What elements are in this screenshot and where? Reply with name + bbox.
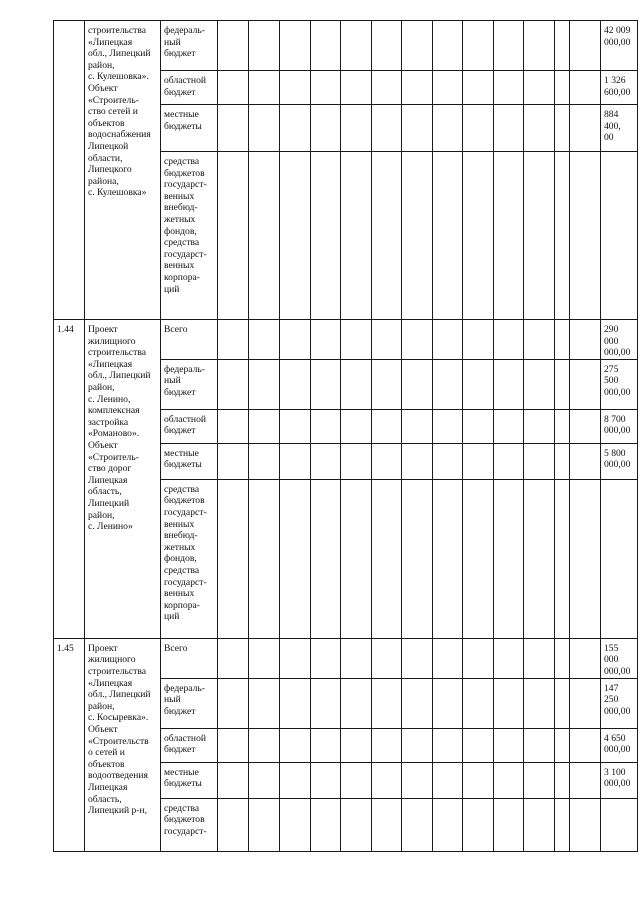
funding-source-cell: федераль- ный бюджет [161, 678, 218, 728]
empty-value-cell [570, 728, 601, 762]
empty-value-cell [463, 728, 494, 762]
empty-value-cell [341, 798, 372, 851]
empty-value-cell [280, 71, 311, 105]
empty-value-cell [494, 152, 524, 320]
empty-value-cell [249, 638, 280, 678]
empty-value-cell [555, 21, 570, 71]
empty-value-cell [402, 728, 433, 762]
empty-value-cell [280, 409, 311, 443]
empty-value-cell [311, 105, 341, 152]
empty-value-cell [311, 443, 341, 479]
empty-value-cell [280, 320, 311, 360]
empty-value-cell [494, 479, 524, 638]
empty-value-cell [494, 678, 524, 728]
empty-value-cell [341, 320, 372, 360]
empty-value-cell [494, 21, 524, 71]
empty-value-cell [341, 479, 372, 638]
empty-value-cell [494, 359, 524, 409]
empty-value-cell [218, 71, 249, 105]
empty-value-cell [249, 409, 280, 443]
empty-value-cell [555, 105, 570, 152]
empty-value-cell [341, 359, 372, 409]
empty-value-cell [402, 762, 433, 798]
funding-source-cell: федераль- ный бюджет [161, 21, 218, 71]
empty-value-cell [463, 638, 494, 678]
empty-value-cell [249, 152, 280, 320]
empty-value-cell [311, 71, 341, 105]
empty-value-cell [218, 152, 249, 320]
empty-value-cell [311, 152, 341, 320]
empty-value-cell [402, 479, 433, 638]
funding-source-cell: Всего [161, 320, 218, 360]
funding-source-cell: местные бюджеты [161, 443, 218, 479]
empty-value-cell [524, 359, 555, 409]
empty-value-cell [280, 105, 311, 152]
empty-value-cell [402, 409, 433, 443]
empty-value-cell [463, 798, 494, 851]
empty-value-cell [372, 638, 402, 678]
empty-value-cell [433, 359, 463, 409]
empty-value-cell [463, 479, 494, 638]
empty-value-cell [433, 71, 463, 105]
empty-value-cell [218, 762, 249, 798]
empty-value-cell [218, 798, 249, 851]
empty-value-cell [372, 409, 402, 443]
empty-value-cell [372, 105, 402, 152]
empty-value-cell [524, 762, 555, 798]
empty-value-cell [249, 359, 280, 409]
project-description-cell: строительства «Липецкая обл., Липецкий район, с. Кулешовка». Объект «Строитель- ство сетей и объектов водоснабжения Липецкой области, Липецкого района, с. Кулешовка» [85, 21, 161, 320]
funding-source-cell: Всего [161, 638, 218, 678]
empty-value-cell [280, 762, 311, 798]
empty-value-cell [463, 105, 494, 152]
empty-value-cell [249, 443, 280, 479]
empty-value-cell [463, 152, 494, 320]
empty-value-cell [280, 798, 311, 851]
empty-value-cell [555, 798, 570, 851]
empty-value-cell [218, 359, 249, 409]
empty-value-cell [249, 21, 280, 71]
funding-source-cell: областной бюджет [161, 71, 218, 105]
empty-value-cell [311, 409, 341, 443]
empty-value-cell [402, 71, 433, 105]
empty-value-cell [463, 678, 494, 728]
project-description-cell: Проект жилищного строительства «Липецкая обл., Липецкий район, с. Ленино, комплексная застройка «Романово». Объект «Строитель- ство дорог Липецкая область, Липецкий район, с. Ленино» [85, 320, 161, 639]
total-amount-cell [601, 152, 638, 320]
empty-value-cell [372, 71, 402, 105]
empty-value-cell [218, 638, 249, 678]
empty-value-cell [524, 678, 555, 728]
total-amount-cell: 42 009 000,00 [601, 21, 638, 71]
empty-value-cell [311, 762, 341, 798]
total-amount-cell: 155 000 000,00 [601, 638, 638, 678]
empty-value-cell [555, 359, 570, 409]
empty-value-cell [341, 105, 372, 152]
empty-value-cell [524, 105, 555, 152]
empty-value-cell [311, 678, 341, 728]
empty-value-cell [249, 105, 280, 152]
empty-value-cell [555, 762, 570, 798]
total-amount-cell: 290 000 000,00 [601, 320, 638, 360]
empty-value-cell [570, 152, 601, 320]
empty-value-cell [555, 152, 570, 320]
empty-value-cell [280, 728, 311, 762]
total-amount-cell: 8 700 000,00 [601, 409, 638, 443]
empty-value-cell [311, 638, 341, 678]
empty-value-cell [555, 479, 570, 638]
empty-value-cell [280, 443, 311, 479]
empty-value-cell [402, 638, 433, 678]
empty-value-cell [570, 105, 601, 152]
table-row [54, 320, 638, 360]
empty-value-cell [433, 479, 463, 638]
empty-value-cell [524, 21, 555, 71]
empty-value-cell [249, 479, 280, 638]
empty-value-cell [311, 798, 341, 851]
empty-value-cell [218, 409, 249, 443]
empty-value-cell [555, 320, 570, 360]
funding-source-cell: местные бюджеты [161, 105, 218, 152]
empty-value-cell [372, 678, 402, 728]
empty-value-cell [311, 479, 341, 638]
empty-value-cell [249, 762, 280, 798]
empty-value-cell [341, 152, 372, 320]
empty-value-cell [433, 105, 463, 152]
funding-source-cell: областной бюджет [161, 728, 218, 762]
empty-value-cell [570, 71, 601, 105]
empty-value-cell [570, 409, 601, 443]
empty-value-cell [280, 359, 311, 409]
funding-source-cell: областной бюджет [161, 409, 218, 443]
empty-value-cell [494, 762, 524, 798]
empty-value-cell [402, 21, 433, 71]
empty-value-cell [280, 152, 311, 320]
empty-value-cell [494, 71, 524, 105]
empty-value-cell [524, 638, 555, 678]
empty-value-cell [433, 728, 463, 762]
empty-value-cell [570, 21, 601, 71]
item-number-cell: 1.45 [54, 638, 85, 851]
empty-value-cell [555, 638, 570, 678]
empty-value-cell [341, 443, 372, 479]
empty-value-cell [218, 728, 249, 762]
empty-value-cell [570, 479, 601, 638]
empty-value-cell [494, 320, 524, 360]
empty-value-cell [524, 479, 555, 638]
total-amount-cell: 884 400, 00 [601, 105, 638, 152]
empty-value-cell [463, 21, 494, 71]
empty-value-cell [280, 638, 311, 678]
empty-value-cell [311, 320, 341, 360]
empty-value-cell [372, 479, 402, 638]
empty-value-cell [433, 152, 463, 320]
empty-value-cell [570, 320, 601, 360]
total-amount-cell: 4 650 000,00 [601, 728, 638, 762]
empty-value-cell [570, 359, 601, 409]
total-amount-cell [601, 479, 638, 638]
empty-value-cell [402, 443, 433, 479]
empty-value-cell [555, 678, 570, 728]
empty-value-cell [463, 359, 494, 409]
empty-value-cell [402, 678, 433, 728]
empty-value-cell [218, 105, 249, 152]
empty-value-cell [524, 443, 555, 479]
empty-value-cell [463, 443, 494, 479]
empty-value-cell [280, 479, 311, 638]
empty-value-cell [463, 320, 494, 360]
empty-value-cell [555, 728, 570, 762]
empty-value-cell [402, 798, 433, 851]
empty-value-cell [570, 762, 601, 798]
empty-value-cell [433, 409, 463, 443]
empty-value-cell [249, 71, 280, 105]
empty-value-cell [433, 443, 463, 479]
empty-value-cell [555, 443, 570, 479]
empty-value-cell [372, 21, 402, 71]
funding-source-cell: средства бюджетов государст- [161, 798, 218, 851]
empty-value-cell [402, 359, 433, 409]
total-amount-cell: 1 326 600,00 [601, 71, 638, 105]
empty-value-cell [218, 320, 249, 360]
empty-value-cell [249, 728, 280, 762]
empty-value-cell [433, 21, 463, 71]
empty-value-cell [372, 443, 402, 479]
funding-source-cell: средства бюджетов государст- венных внебюд- жетных фондов, средства государст- венных корпора- ций [161, 152, 218, 320]
empty-value-cell [311, 21, 341, 71]
empty-value-cell [494, 728, 524, 762]
empty-value-cell [372, 762, 402, 798]
empty-value-cell [570, 678, 601, 728]
table-row [54, 21, 638, 71]
project-description-cell: Проект жилищного строительства «Липецкая обл., Липецкий район, с. Косыревка». Объект «Строительств о сетей и объектов водоотведения Липецкая область, Липецкий р-н, [85, 638, 161, 851]
item-number-cell [54, 21, 85, 320]
empty-value-cell [218, 479, 249, 638]
empty-value-cell [494, 798, 524, 851]
empty-value-cell [494, 443, 524, 479]
empty-value-cell [372, 320, 402, 360]
empty-value-cell [218, 443, 249, 479]
empty-value-cell [524, 152, 555, 320]
empty-value-cell [341, 21, 372, 71]
empty-value-cell [494, 638, 524, 678]
empty-value-cell [402, 152, 433, 320]
empty-value-cell [463, 409, 494, 443]
empty-value-cell [555, 71, 570, 105]
empty-value-cell [402, 105, 433, 152]
empty-value-cell [555, 409, 570, 443]
total-amount-cell [601, 798, 638, 851]
empty-value-cell [249, 678, 280, 728]
empty-value-cell [570, 638, 601, 678]
empty-value-cell [341, 678, 372, 728]
empty-value-cell [402, 320, 433, 360]
empty-value-cell [341, 728, 372, 762]
empty-value-cell [372, 152, 402, 320]
budget-table [53, 20, 638, 852]
empty-value-cell [524, 728, 555, 762]
funding-source-cell: местные бюджеты [161, 762, 218, 798]
funding-source-cell: федераль- ный бюджет [161, 359, 218, 409]
empty-value-cell [433, 638, 463, 678]
empty-value-cell [341, 71, 372, 105]
empty-value-cell [494, 105, 524, 152]
empty-value-cell [494, 409, 524, 443]
empty-value-cell [341, 409, 372, 443]
empty-value-cell [433, 678, 463, 728]
empty-value-cell [280, 21, 311, 71]
total-amount-cell: 275 500 000,00 [601, 359, 638, 409]
empty-value-cell [433, 798, 463, 851]
funding-source-cell: средства бюджетов государст- венных внебюд- жетных фондов, средства государст- венных корпора- ций [161, 479, 218, 638]
empty-value-cell [218, 678, 249, 728]
empty-value-cell [524, 798, 555, 851]
empty-value-cell [311, 728, 341, 762]
empty-value-cell [249, 320, 280, 360]
total-amount-cell: 147 250 000,00 [601, 678, 638, 728]
empty-value-cell [372, 728, 402, 762]
empty-value-cell [524, 320, 555, 360]
empty-value-cell [524, 71, 555, 105]
empty-value-cell [341, 638, 372, 678]
empty-value-cell [570, 798, 601, 851]
empty-value-cell [524, 409, 555, 443]
empty-value-cell [218, 21, 249, 71]
empty-value-cell [249, 798, 280, 851]
table-row [54, 638, 638, 678]
total-amount-cell: 5 800 000,00 [601, 443, 638, 479]
empty-value-cell [433, 762, 463, 798]
empty-value-cell [280, 678, 311, 728]
empty-value-cell [372, 359, 402, 409]
empty-value-cell [341, 762, 372, 798]
table-body [54, 21, 638, 852]
empty-value-cell [433, 320, 463, 360]
empty-value-cell [463, 71, 494, 105]
empty-value-cell [463, 762, 494, 798]
total-amount-cell: 3 100 000,00 [601, 762, 638, 798]
empty-value-cell [311, 359, 341, 409]
empty-value-cell [570, 443, 601, 479]
item-number-cell: 1.44 [54, 320, 85, 639]
empty-value-cell [372, 798, 402, 851]
